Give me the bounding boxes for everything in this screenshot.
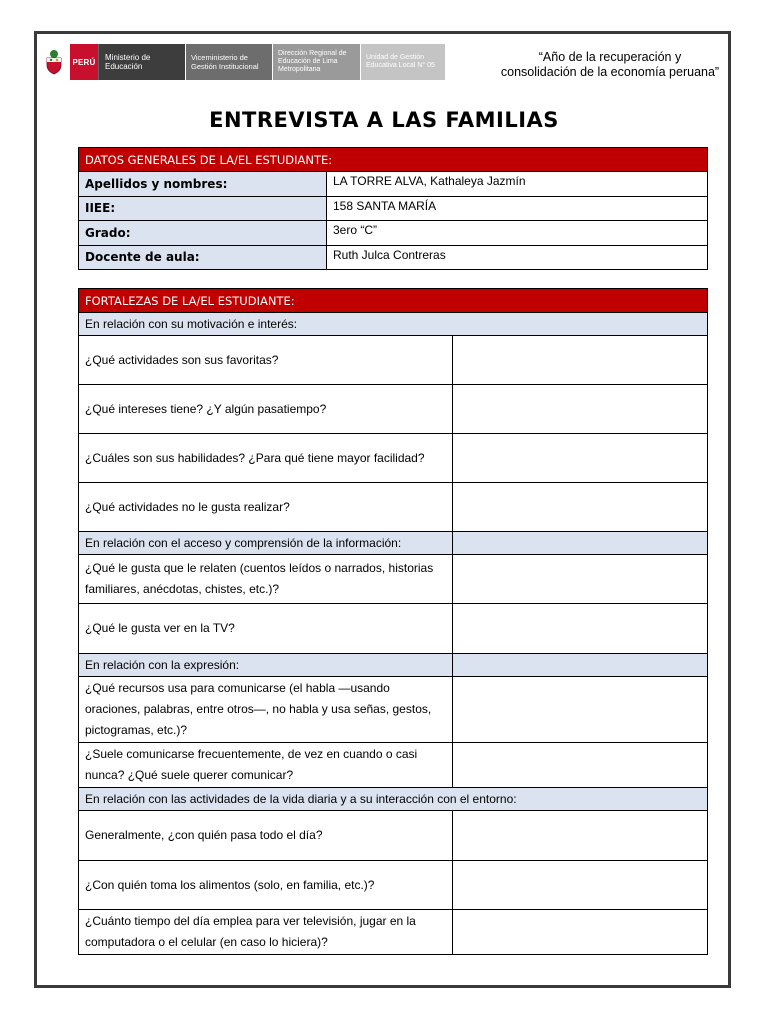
- section-daily-life-title: En relación con las actividades de la vida diaria y a su interacción con el entorno:: [79, 788, 708, 811]
- question-daytime-companion: Generalmente, ¿con quién pasa todo el día?: [79, 811, 453, 861]
- teacher-label: Docente de aula:: [79, 245, 327, 270]
- question-favorite-activities: ¿Qué actividades son sus favoritas?: [79, 336, 453, 385]
- table-row: [79, 245, 708, 270]
- year-motto: [490, 50, 730, 80]
- section-expression-title: En relación con la expresión:: [79, 654, 453, 677]
- year-motto-line-2: consolidación de la economía peruana”: [500, 65, 720, 79]
- answer-field[interactable]: [453, 385, 708, 434]
- answer-field[interactable]: [453, 336, 708, 385]
- strengths-heading: FORTALEZAS DE LA/EL ESTUDIANTE:: [79, 289, 708, 313]
- peru-coat-of-arms-icon: [42, 44, 66, 80]
- teacher-value[interactable]: Ruth Julca Contreras: [327, 245, 708, 270]
- answer-field[interactable]: [453, 910, 708, 955]
- ugel-logo-label: Unidad de Gestión Educativa Local N° 05: [361, 44, 445, 80]
- grade-value[interactable]: 3ero “C”: [327, 221, 708, 246]
- student-name-value[interactable]: LA TORRE ALVA, Kathaleya Jazmín: [327, 172, 708, 197]
- question-tv-preference: ¿Qué le gusta ver en la TV?: [79, 604, 453, 654]
- section-expression-blank: [453, 654, 708, 677]
- answer-field[interactable]: [453, 434, 708, 483]
- answer-field[interactable]: [453, 483, 708, 532]
- ministry-logo-label: Ministerio de Educación: [98, 44, 185, 80]
- section-information-access-title: En relación con el acceso y comprensión de la información:: [79, 532, 453, 555]
- answer-field[interactable]: [453, 604, 708, 654]
- question-communication-resources: ¿Qué recursos usa para comunicarse (el habla —usando oraciones, palabras, entre otros—, no habla y usa señas, gestos, pictogramas, etc.)?: [79, 677, 453, 743]
- general-data-heading: DATOS GENERALES DE LA/EL ESTUDIANTE:: [79, 148, 708, 172]
- peru-logo-label: PERÚ: [70, 44, 98, 80]
- strengths-table: [78, 288, 708, 955]
- school-label: IIEE:: [79, 196, 327, 221]
- answer-field[interactable]: [453, 811, 708, 861]
- answer-field[interactable]: [453, 555, 708, 604]
- school-value[interactable]: 158 SANTA MARÍA: [327, 196, 708, 221]
- question-abilities: ¿Cuáles son sus habilidades? ¿Para qué tiene mayor facilidad?: [79, 434, 453, 483]
- document-title: ENTREVISTA A LAS FAMILIAS: [209, 108, 559, 132]
- viceministry-logo-label: Viceministerio de Gestión Institucional: [186, 44, 272, 80]
- table-row: [79, 221, 708, 246]
- question-screen-time: ¿Cuánto tiempo del día emplea para ver televisión, jugar en la computadora o el celular (en caso lo hiciera)?: [79, 910, 453, 955]
- answer-field[interactable]: [453, 677, 708, 743]
- section-motivation-title: En relación con su motivación e interés:: [79, 313, 708, 336]
- institution-logo-bar: [42, 44, 445, 80]
- table-row: [79, 172, 708, 197]
- answer-field[interactable]: [453, 861, 708, 910]
- regional-direction-logo-label: Dirección Regional de Educación de Lima Metropolitana: [273, 44, 360, 80]
- question-stories-preference: ¿Qué le gusta que le relaten (cuentos leídos o narrados, historias familiares, anécdotas, chistes, etc.)?: [79, 555, 453, 604]
- table-row: [79, 196, 708, 221]
- question-interests-hobbies: ¿Qué intereses tiene? ¿Y algún pasatiempo?: [79, 385, 453, 434]
- section-information-access-blank: [453, 532, 708, 555]
- student-name-label: Apellidos y nombres:: [79, 172, 327, 197]
- question-meal-companion: ¿Con quién toma los alimentos (solo, en familia, etc.)?: [79, 861, 453, 910]
- grade-label: Grado:: [79, 221, 327, 246]
- year-motto-line-1: “Año de la recuperación y: [538, 50, 682, 64]
- question-disliked-activities: ¿Qué actividades no le gusta realizar?: [79, 483, 453, 532]
- answer-field[interactable]: [453, 743, 708, 788]
- question-communication-frequency: ¿Suele comunicarse frecuentemente, de vez en cuando o casi nunca? ¿Qué suele querer comunicar?: [79, 743, 453, 788]
- general-data-table: [78, 147, 708, 270]
